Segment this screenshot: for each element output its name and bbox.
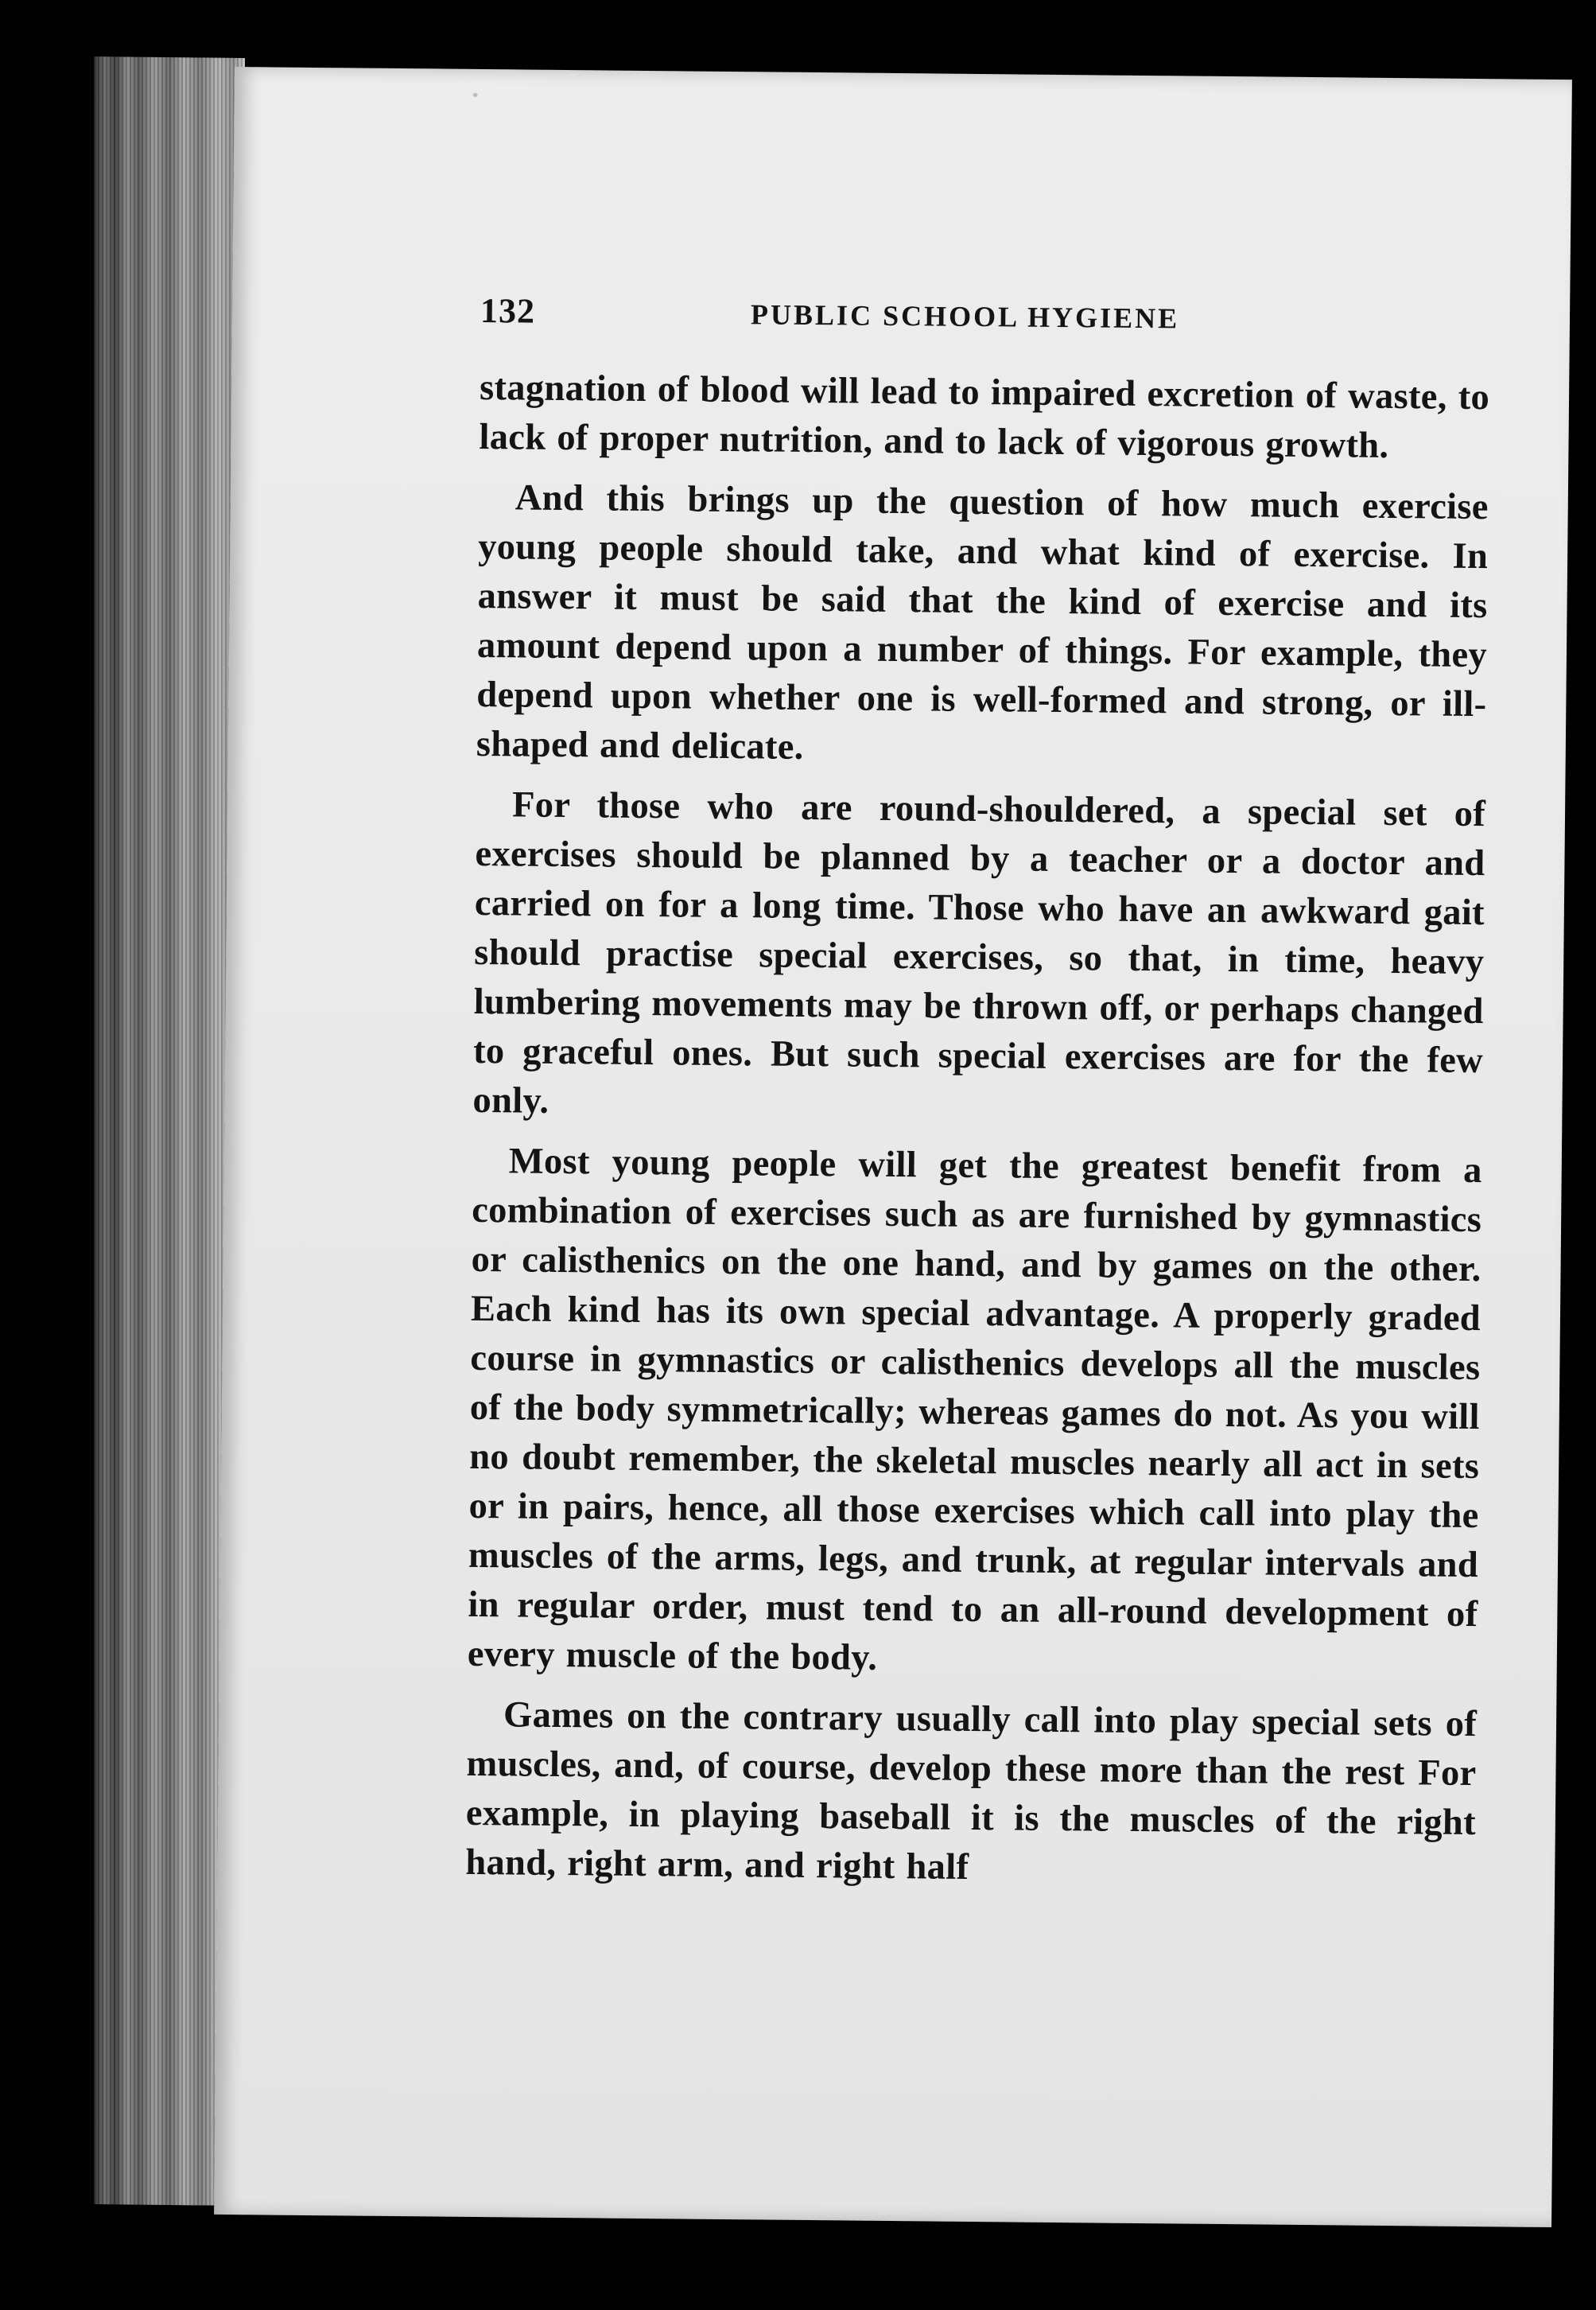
paragraph-4: Most young people will get the greatest benefit from a combination of exercises such as are furnished by gymnastics or calisthenics on the one hand, and by games on the other. Each kind has its own special advantage. A properly graded course in gymnastics or calisthenics develops all the muscles of the body symmetrically; whereas games do not. As you will no doubt remember, the skeletal muscles nearly all act in sets or in pairs, hence, all those exercises which call into play the muscles of the arms, legs, and trunk, at regular intervals and in regular order, must tend to an all-round development of every muscle of the body. bbox=[467, 1141, 1482, 1678]
page-number: 132 bbox=[480, 290, 536, 331]
paragraph-2: And this brings up the question of how much exercise young people should take, and what kind of exercise. In answer it must be said that the kind of exercise and its amount depend upon a number of things. For example, they depend upon whether one is well-formed and strong, or ill-shaped and delicate. bbox=[476, 477, 1489, 768]
paragraph-5: Games on the contrary usually call into play special sets of muscles, and, of course, develop these more than the rest For example, in playing baseball it is the muscles of the right hand, right arm, and right half bbox=[465, 1694, 1478, 1888]
dust-speck bbox=[473, 93, 478, 97]
paragraph-3: For those who are round-shouldered, a special set of exercises should be planned by a teacher or a doctor and carried on for a long time. Those who have an awkward gait should practise special exercises, so that, in time, heavy lumbering movements may be thrown off, or perhaps changed to graceful ones. But such special exercises are for the few only. bbox=[472, 784, 1486, 1122]
page-content bbox=[465, 282, 1490, 1908]
paragraph-1: stagnation of blood will lead to impaired excretion of waste, to lack of proper nutrition, and to lack of vigorous growth. bbox=[479, 367, 1490, 466]
book-page bbox=[214, 67, 1572, 2227]
body-text bbox=[465, 364, 1489, 1897]
running-title: PUBLIC SCHOOL HYGIENE bbox=[750, 298, 1180, 335]
running-head bbox=[480, 282, 1491, 356]
